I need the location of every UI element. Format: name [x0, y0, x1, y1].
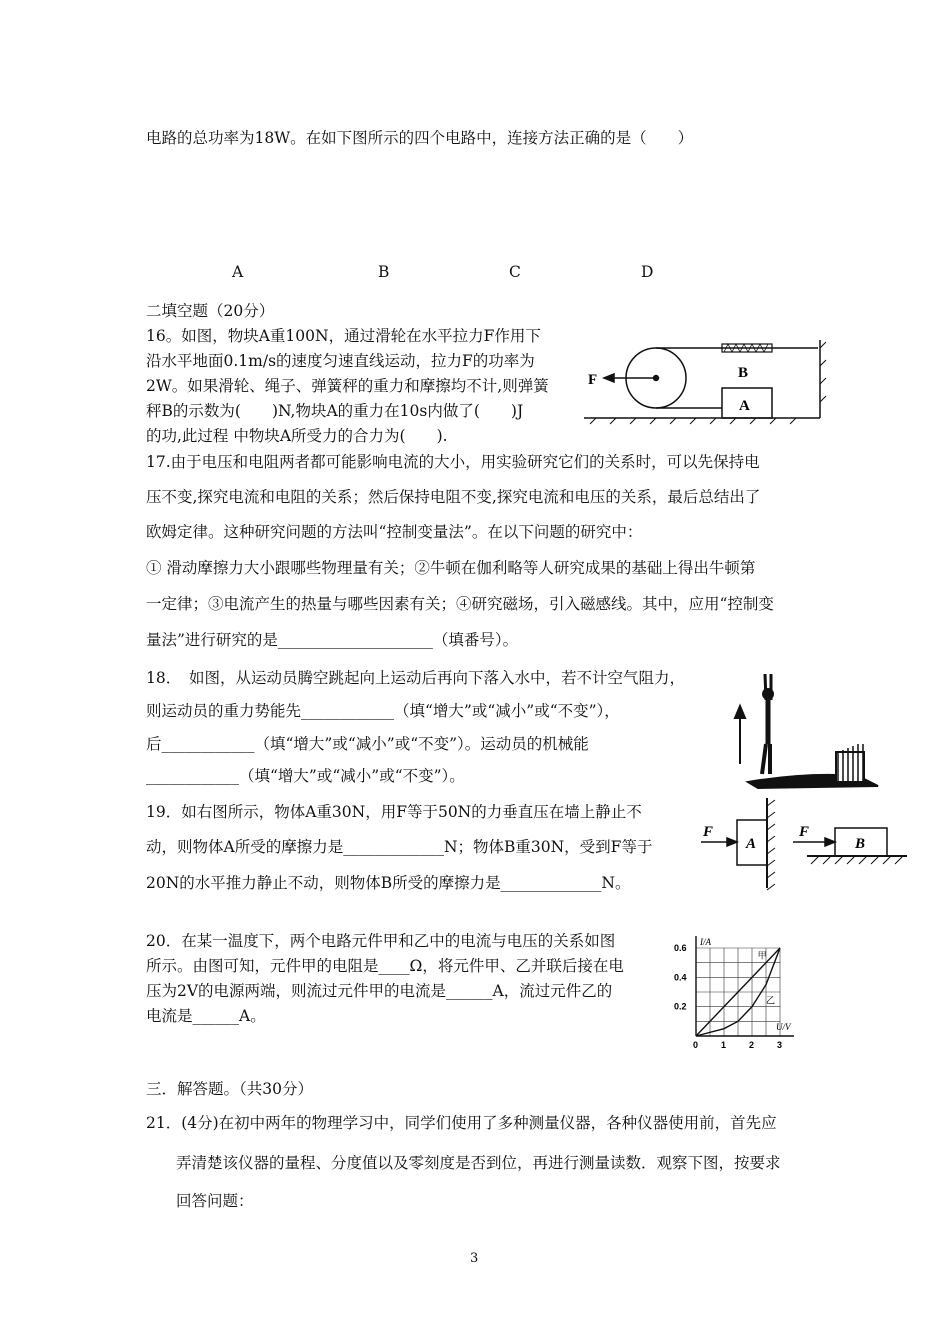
section-title: 二填空题（20分） [146, 302, 275, 320]
force-figure [695, 796, 915, 892]
option-b: B [378, 263, 390, 281]
q20-line: 压为2V的电源两端，则流过元件甲的电流是______A，流过元件乙的 [146, 982, 613, 1000]
q21-line: 回答问题： [176, 1192, 254, 1210]
q18-line: 后____________（填“增大”或“减小”或“不变”）。运动员的机械能 [146, 735, 589, 753]
q17-line: 17.由于电压和电阻两者都可能影响电流的大小，用实验研究它们的关系时，可以先保持电 [146, 453, 760, 471]
q17-line: 欧姆定律。这种研究问题的方法叫“控制变量法”。在以下问题的研究中： [146, 523, 643, 541]
q21-line: 弄清楚该仪器的量程、分度值以及零刻度是否到位，再进行测量读数．观察下图，按要求 [176, 1154, 781, 1172]
y-tick-label: 0.4 [674, 972, 687, 983]
q19-line: 动，则物体A所受的摩擦力是_____________N；物体B重30N，受到F等于 [146, 838, 653, 856]
force-label: F [799, 824, 810, 840]
spring-label: B [738, 365, 749, 381]
q16-line: 16。如图，物块A重100N，通过滑轮在水平拉力F作用下 [146, 327, 541, 345]
q18-line: 18． 如图，从运动员腾空跳起向上运动后再向下落入水中，若不计空气阻力， [146, 669, 685, 687]
x-tick-label: 2 [749, 1040, 755, 1050]
pulley-figure [580, 336, 830, 426]
y-tick-label: 0.6 [674, 943, 687, 953]
series-label: 甲 [757, 951, 767, 962]
x-axis-label: U/V [776, 1022, 791, 1032]
x-tick-label: 1 [721, 1040, 727, 1050]
block-label: B [855, 836, 866, 852]
option-c: C [509, 263, 521, 281]
q20-line: 电流是______A。 [146, 1007, 266, 1025]
y-tick-label: 0.2 [674, 1001, 687, 1012]
q16-line: 沿水平地面0.1m/s的速度匀速直线运动，拉力F的功率为 [146, 352, 535, 370]
q17-line: 一定律；③电流产生的热量与哪些因素有关；④研究磁场，引入磁感线。其中，应用“控制变 [146, 595, 774, 613]
x-tick-label: 3 [777, 1040, 783, 1050]
q16-line: 2W。如果滑轮、绳子、弹簧秤的重力和摩擦均不计,则弹簧 [146, 377, 549, 395]
block-label: A [746, 836, 757, 852]
q20-line: 所示。由图可知，元件甲的电阻是____Ω，将元件甲、乙并联后接在电 [146, 957, 624, 975]
diver-figure [728, 664, 898, 794]
series-label: 乙 [766, 996, 776, 1007]
q18-line: ____________（填“增大”或“减小”或“不变”）。 [146, 767, 465, 785]
y-axis-label: I/A [700, 937, 711, 947]
x-tick-label: 0 [693, 1040, 699, 1050]
q21-line: 21．(4分)在初中两年的物理学习中，同学们使用了多种测量仪器，各种仪器使用前，首先应 [146, 1114, 777, 1132]
q17-line: 压不变,探究电流和电阻的关系；然后保持电阻不变,探究电流和电压的关系，最后总结出了 [146, 488, 761, 506]
option-d: D [641, 263, 654, 281]
q19-line: 19．如右图所示，物体A重30N，用F等于50N的力垂直压在墙上静止不 [146, 803, 642, 821]
block-label: A [739, 398, 750, 414]
iv-chart [672, 930, 808, 1054]
page-number: 3 [470, 1251, 479, 1266]
q16-line: 的功,此过程 中物块A所受力的合力为( ). [146, 427, 448, 445]
force-label: F [588, 372, 598, 388]
question-line: 电路的总功率为18W。在如下图所示的四个电路中，连接方法正确的是（ ） [146, 129, 694, 147]
q20-line: 20．在某一温度下，两个电路元件甲和乙中的电流与电压的关系如图 [146, 932, 616, 950]
q17-line: ① 滑动摩擦力大小跟哪些物理量有关；②牛顿在伽利略等人研究成果的基础上得出牛顿第 [146, 559, 756, 577]
section-title: 三．解答题。（共30分） [146, 1080, 313, 1098]
force-label: F [703, 824, 714, 840]
option-a: A [232, 263, 244, 281]
q17-line: 量法”进行研究的是____________________（填番号）。 [146, 631, 519, 649]
q19-line: 20N的水平推力静止不动，则物体B所受的摩擦力是_____________N。 [146, 874, 631, 892]
q18-line: 则运动员的重力势能先____________（填“增大”或“减小”或“不变”）， [146, 702, 620, 720]
q16-line: 秤B的示数为( )N,物块A的重力在10s内做了( )J [146, 402, 524, 420]
